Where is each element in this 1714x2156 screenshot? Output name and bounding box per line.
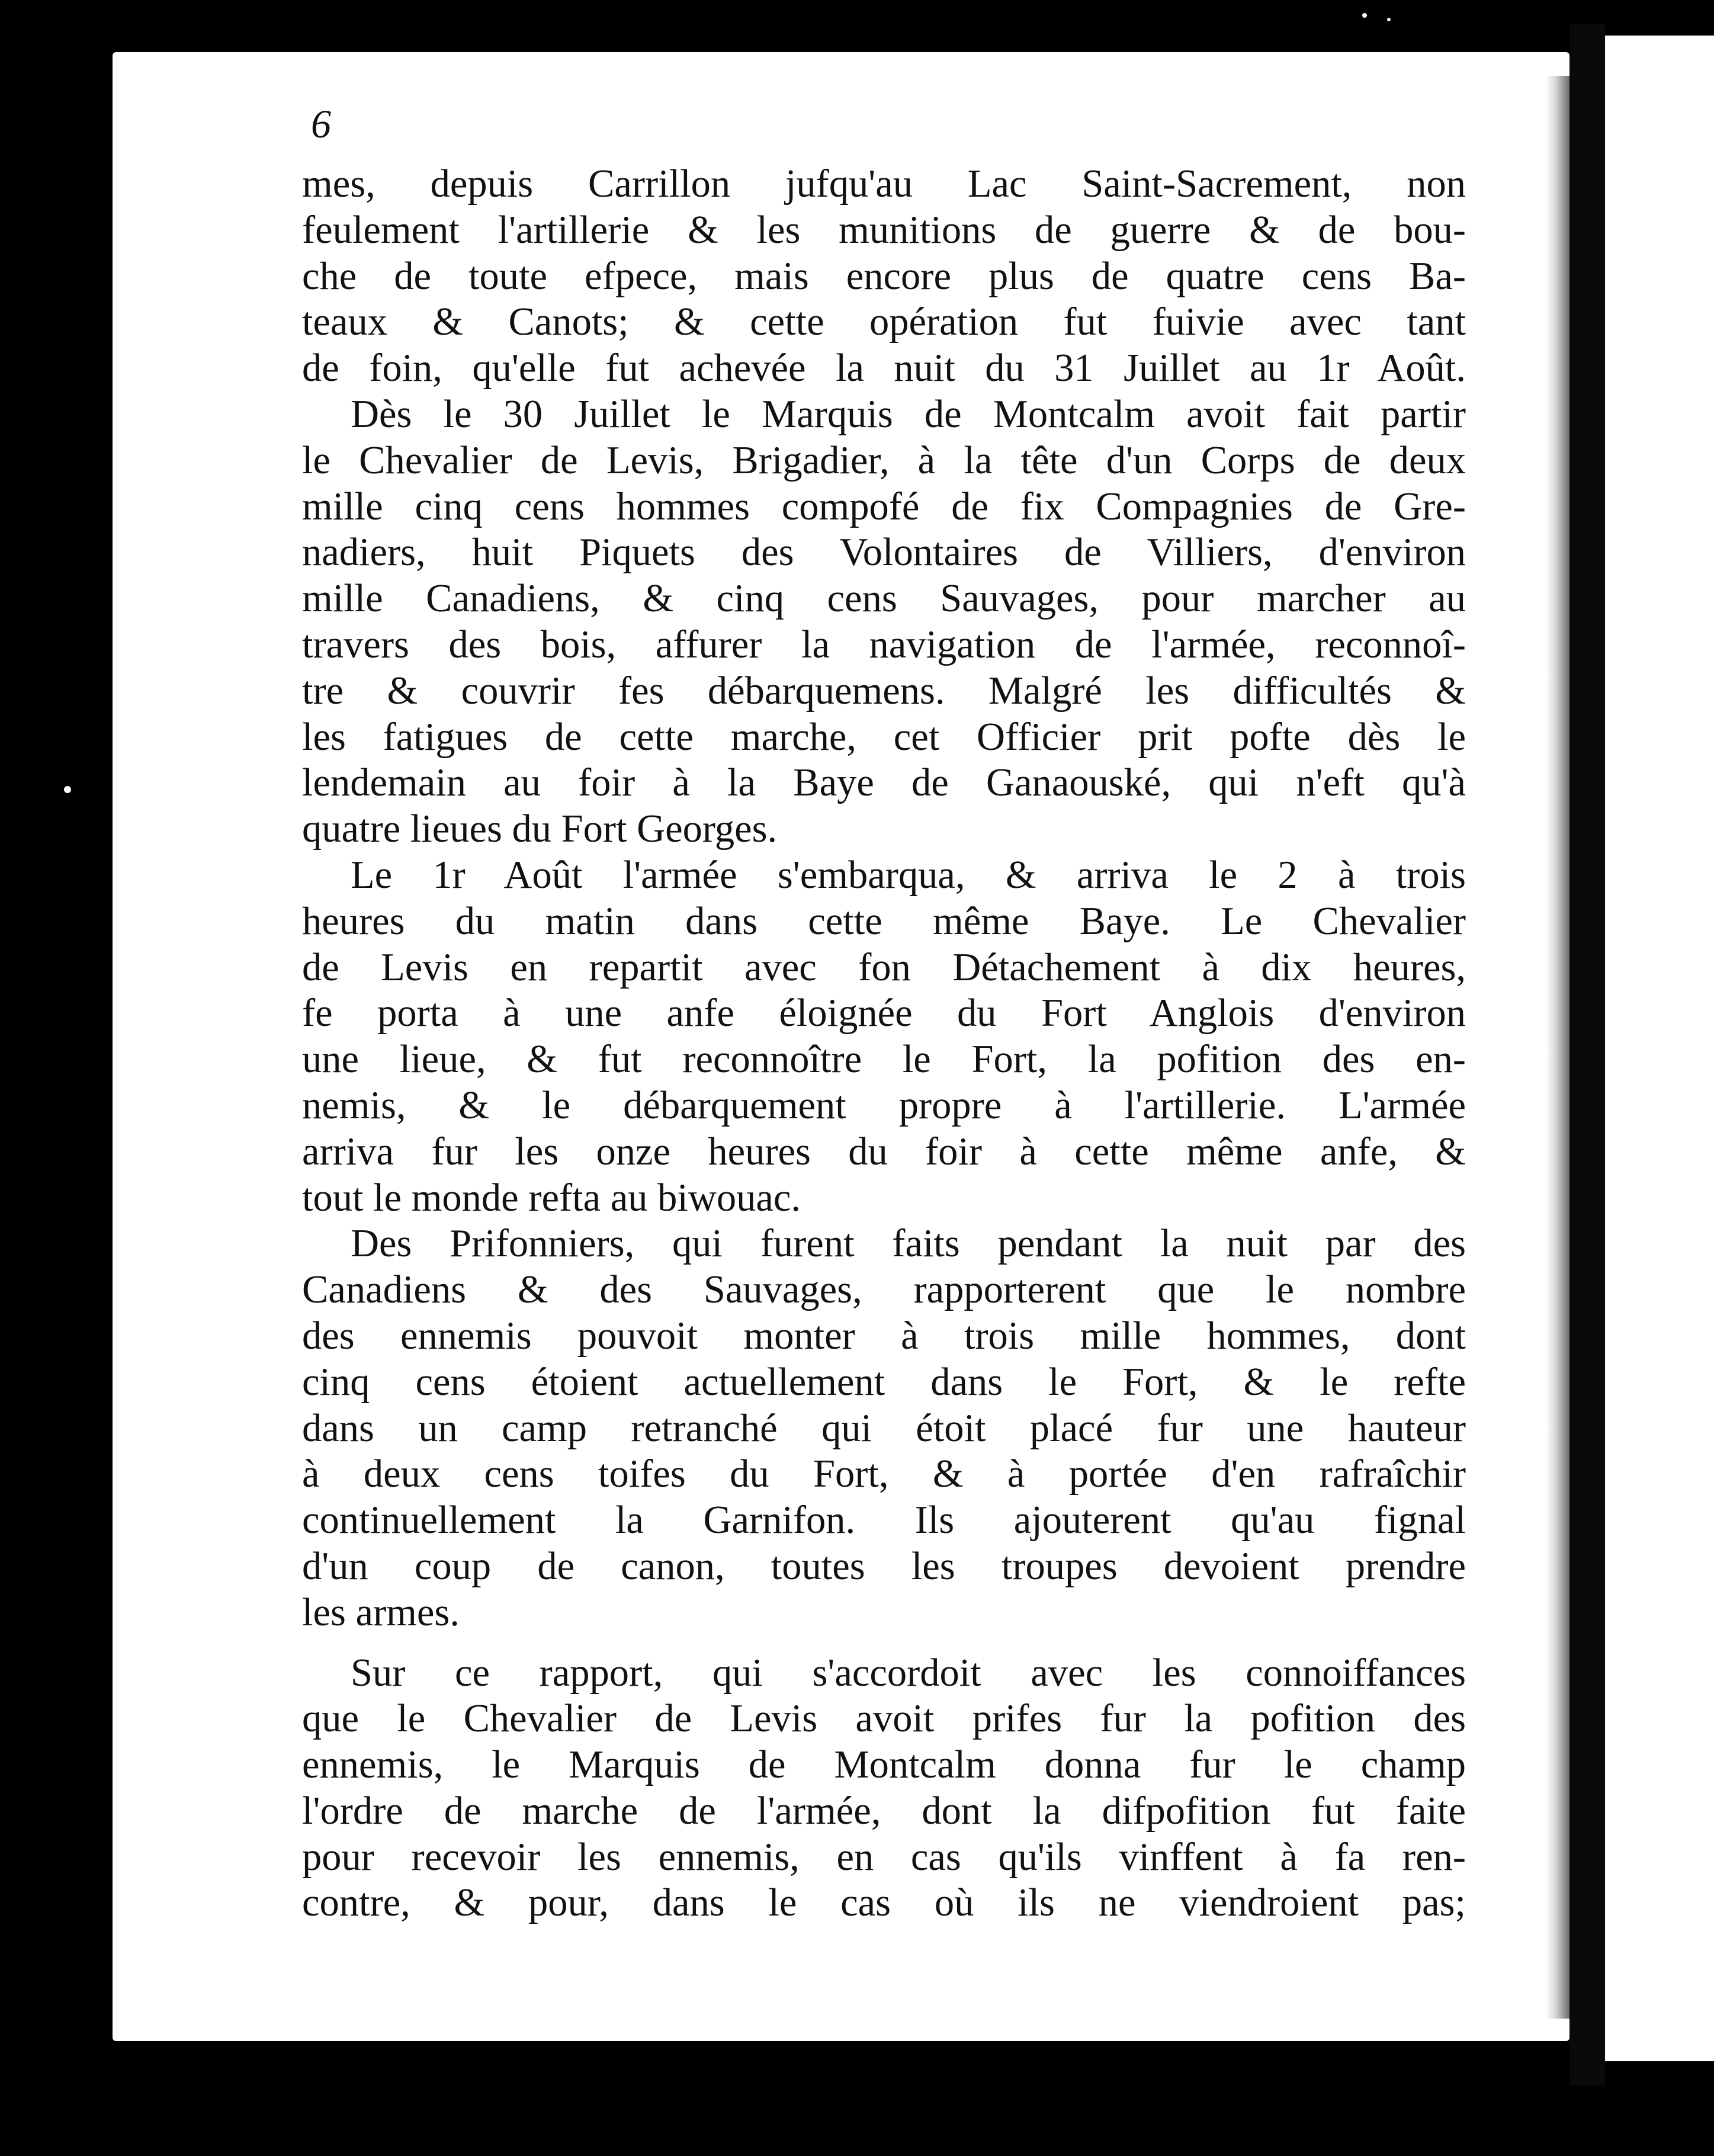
text-line: à deux cens toifes du Fort, & à portée d'en rafraîchir <box>302 1452 1466 1496</box>
binding-gap <box>1569 24 1605 2085</box>
text-line: travers des bois, affurer la navigation de l'armée, reconnoî- <box>302 623 1466 666</box>
text-line: de foin, qu'elle fut achevée la nuit du 31 Juillet au 1r Août. <box>302 346 1466 390</box>
text-line: lendemain au foir à la Baye de Ganaouské, qui n'eft qu'à <box>302 761 1466 805</box>
text-line: Des Prifonniers, qui furent faits pendant la nuit par des <box>351 1222 1466 1266</box>
text-line: les armes. <box>302 1590 460 1634</box>
text-line: Canadiens & des Sauvages, rapporterent que le nombre <box>302 1268 1466 1312</box>
text-line: nadiers, huit Piquets des Volontaires de Villiers, d'environ <box>302 531 1466 575</box>
page-number: 6 <box>311 101 331 146</box>
text-line: fe porta à une anfe éloignée du Fort Anglois d'environ <box>302 992 1466 1035</box>
text-line: tre & couvrir fes débarquemens. Malgré les difficultés & <box>302 669 1466 713</box>
text-line: les fatigues de cette marche, cet Officier prit pofte dès le <box>302 715 1466 759</box>
text-line: teaux & Canots; & cette opération fut fuivie avec tant <box>302 300 1466 344</box>
text-line: des ennemis pouvoit monter à trois mille hommes, dont <box>302 1314 1466 1358</box>
text-line: tout le monde refta au biwouac. <box>302 1176 801 1220</box>
text-line: continuellement la Garnifon. Ils ajouterent qu'au fignal <box>302 1499 1466 1542</box>
text-line: nemis, & le débarquement propre à l'artillerie. L'armée <box>302 1083 1466 1127</box>
page-edge-shadow <box>1546 76 1569 2019</box>
text-line: l'ordre de marche de l'armée, dont la difpofition fut faite <box>302 1789 1466 1833</box>
scan-speck <box>1387 18 1391 21</box>
text-line: de Levis en repartit avec fon Détachement à dix heures, <box>302 945 1466 989</box>
text-line: une lieue, & fut reconnoître le Fort, la pofition des en- <box>302 1038 1466 1082</box>
text-line: le Chevalier de Levis, Brigadier, à la tête d'un Corps de deux <box>302 438 1466 482</box>
text-line: pour recevoir les ennemis, en cas qu'ils vinffent à fa ren- <box>302 1835 1466 1879</box>
text-line: mille Canadiens, & cinq cens Sauvages, pour marcher au <box>302 577 1466 621</box>
text-line: feulement l'artillerie & les munitions de guerre & de bou- <box>302 208 1466 252</box>
text-line: contre, & pour, dans le cas où ils ne viendroient pas; <box>302 1881 1466 1925</box>
text-line: dans un camp retranché qui étoit placé fur une hauteur <box>302 1406 1466 1450</box>
text-line: mille cinq cens hommes compofé de fix Compagnies de Gre- <box>302 485 1466 528</box>
text-line: Le 1r Août l'armée s'embarqua, & arriva le 2 à trois <box>351 853 1466 897</box>
body-text <box>302 161 1466 1926</box>
text-line: Sur ce rapport, qui s'accordoit avec les connoiffances <box>351 1651 1466 1695</box>
adjacent-page-edge <box>1605 36 1714 2061</box>
text-line: que le Chevalier de Levis avoit prifes fur la pofition des <box>302 1697 1466 1741</box>
text-line: arriva fur les onze heures du foir à cette même anfe, & <box>302 1130 1466 1173</box>
text-line: d'un coup de canon, toutes les troupes devoient prendre <box>302 1544 1466 1588</box>
scan-speck <box>1362 13 1367 18</box>
text-line: heures du matin dans cette même Baye. Le Chevalier <box>302 899 1466 943</box>
text-line: quatre lieues du Fort Georges. <box>302 807 778 851</box>
text-line: che de toute efpece, mais encore plus de quatre cens Ba- <box>302 254 1466 298</box>
text-line: cinq cens étoient actuellement dans le Fort, & le refte <box>302 1360 1466 1404</box>
text-line: ennemis, le Marquis de Montcalm donna fur le champ <box>302 1743 1466 1787</box>
text-line: mes, depuis Carrillon jufqu'au Lac Saint-Sacrement, non <box>302 162 1466 206</box>
scan-speck <box>64 786 71 793</box>
text-line: Dès le 30 Juillet le Marquis de Montcalm avoit fait partir <box>351 392 1466 436</box>
